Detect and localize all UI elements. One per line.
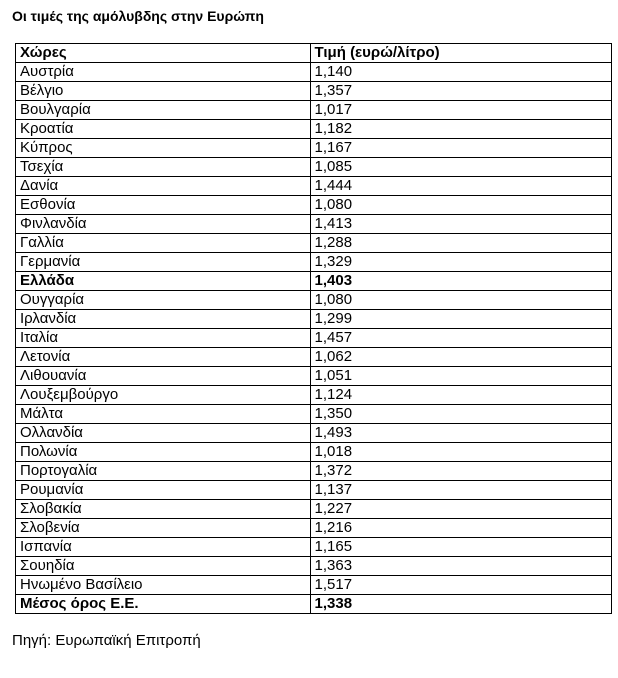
price-cell: 1,357 [310,82,612,101]
table-row [16,291,612,310]
price-cell: 1,062 [310,348,612,367]
country-cell: Ουγγαρία [16,291,311,310]
table-row [16,557,612,576]
price-cell: 1,413 [310,215,612,234]
country-cell: Γερμανία [16,253,311,272]
country-cell: Πορτογαλία [16,462,311,481]
price-cell: 1,444 [310,177,612,196]
country-cell: Ολλανδία [16,424,311,443]
country-cell: Κύπρος [16,139,311,158]
table-row [16,443,612,462]
price-cell: 1,140 [310,63,612,82]
country-cell: Ελλάδα [16,272,311,291]
price-cell: 1,018 [310,443,612,462]
table-row [16,424,612,443]
table-row [16,595,612,614]
country-cell: Κροατία [16,120,311,139]
source-note: Πηγή: Ευρωπαϊκή Επιτροπή [12,632,201,649]
country-cell: Βέλγιο [16,82,311,101]
price-cell: 1,350 [310,405,612,424]
price-cell: 1,051 [310,367,612,386]
table-row [16,82,612,101]
table-row [16,348,612,367]
price-cell: 1,372 [310,462,612,481]
price-cell: 1,167 [310,139,612,158]
price-cell: 1,182 [310,120,612,139]
price-cell: 1,080 [310,196,612,215]
country-cell: Λιθουανία [16,367,311,386]
price-cell: 1,137 [310,481,612,500]
country-cell: Ισπανία [16,538,311,557]
country-cell: Λετονία [16,348,311,367]
price-cell: 1,227 [310,500,612,519]
table-body [16,63,612,614]
price-cell: 1,080 [310,291,612,310]
country-cell: Σλοβακία [16,500,311,519]
price-cell: 1,165 [310,538,612,557]
country-cell: Ηνωμένο Βασίλειο [16,576,311,595]
table-row [16,196,612,215]
table-row [16,158,612,177]
header-price: Τιμή (ευρώ/λίτρο) [310,44,612,63]
table-row [16,405,612,424]
price-cell: 1,124 [310,386,612,405]
country-cell: Εσθονία [16,196,311,215]
country-cell: Μάλτα [16,405,311,424]
table-row [16,462,612,481]
country-cell: Σλοβενία [16,519,311,538]
table-row [16,519,612,538]
table-row [16,177,612,196]
price-cell: 1,299 [310,310,612,329]
price-cell: 1,216 [310,519,612,538]
table-row [16,538,612,557]
table-row [16,120,612,139]
table-row [16,310,612,329]
table-row [16,386,612,405]
table-row [16,329,612,348]
table-row [16,367,612,386]
header-country: Χώρες [16,44,311,63]
country-cell: Αυστρία [16,63,311,82]
table-row [16,101,612,120]
country-cell: Τσεχία [16,158,311,177]
country-cell: Μέσος όρος Ε.Ε. [16,595,311,614]
country-cell: Δανία [16,177,311,196]
price-cell: 1,329 [310,253,612,272]
country-cell: Σουηδία [16,557,311,576]
price-cell: 1,457 [310,329,612,348]
price-cell: 1,338 [310,595,612,614]
table-row [16,576,612,595]
price-cell: 1,017 [310,101,612,120]
country-cell: Φινλανδία [16,215,311,234]
table-row [16,139,612,158]
country-cell: Ιρλανδία [16,310,311,329]
table-row [16,234,612,253]
price-cell: 1,363 [310,557,612,576]
table-header-row [16,44,612,63]
table-row [16,253,612,272]
price-cell: 1,085 [310,158,612,177]
table-row [16,481,612,500]
price-cell: 1,493 [310,424,612,443]
price-cell: 1,403 [310,272,612,291]
country-cell: Ρουμανία [16,481,311,500]
country-cell: Ιταλία [16,329,311,348]
price-cell: 1,517 [310,576,612,595]
country-cell: Λουξεμβούργο [16,386,311,405]
table-row [16,63,612,82]
table-row [16,500,612,519]
table-row [16,272,612,291]
price-table [15,43,612,614]
table-row [16,215,612,234]
country-cell: Γαλλία [16,234,311,253]
country-cell: Βουλγαρία [16,101,311,120]
page-title: Οι τιμές της αμόλυβδης στην Ευρώπη [12,8,264,24]
country-cell: Πολωνία [16,443,311,462]
price-cell: 1,288 [310,234,612,253]
